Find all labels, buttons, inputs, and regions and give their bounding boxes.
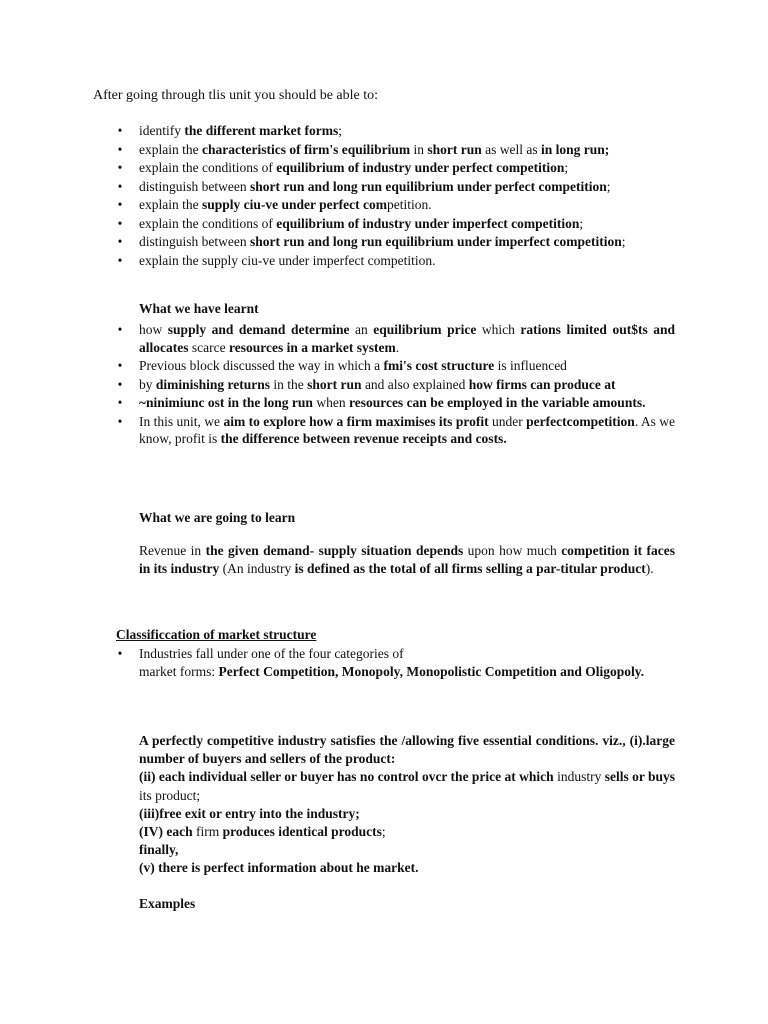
condition-line <box>139 805 675 823</box>
conditions-paragraph <box>139 732 675 878</box>
learnt-list <box>114 321 675 449</box>
text: which <box>476 322 521 337</box>
bold-text: is defined as the total of all firms selling a par-titular product <box>294 560 646 576</box>
bold-text: fmi's cost structure <box>383 358 495 373</box>
bullet-icon: • <box>117 395 123 410</box>
text: identify <box>139 123 185 138</box>
list-item <box>114 413 675 448</box>
bullet-icon: • <box>117 234 123 249</box>
bold-text: equilibrium of industry under perfect competition <box>276 160 565 175</box>
bold-text: (ii) each individual seller or buyer has no control ovcr the price at which <box>139 769 554 785</box>
text: explain the conditions of <box>139 160 277 175</box>
list-item <box>114 321 675 356</box>
text: how <box>139 322 168 337</box>
text: is influenced <box>494 358 567 373</box>
text: explain the supply ciu-ve under imperfect competition. <box>139 252 436 268</box>
text: ; <box>338 123 342 138</box>
bold-text: (IV) each <box>139 824 193 840</box>
text: ; <box>606 178 611 194</box>
condition-line <box>139 768 675 804</box>
bullet-icon: • <box>117 123 123 138</box>
text: petition. <box>386 197 432 212</box>
text: as well as <box>481 141 541 157</box>
text: ; <box>564 160 569 175</box>
objectives-list <box>114 122 675 270</box>
text: (An industry <box>219 560 295 576</box>
text: upon how much <box>463 543 562 558</box>
condition-line <box>139 841 675 859</box>
text: in <box>410 141 428 157</box>
learn-heading: What we are going to learn <box>139 510 296 525</box>
text: explain the conditions of <box>139 215 277 231</box>
text: in the <box>270 376 308 392</box>
bold-text: Perfect Competition, Monopoly, Monopolistic Competition and Oligopoly. <box>218 663 645 679</box>
text: ; <box>621 234 626 249</box>
bullet-icon: • <box>117 141 123 157</box>
bold-text: supply ciu-ve under perfect com <box>201 197 387 212</box>
examples-heading: Examples <box>139 896 196 911</box>
bold-text: resources can be employed in the variable amounts. <box>348 395 646 410</box>
list-item <box>114 233 675 251</box>
list-item <box>114 122 675 140</box>
text: . As we know, profit is <box>139 413 675 446</box>
text: by <box>139 376 156 392</box>
bold-text: the different market forms <box>184 123 339 138</box>
text: explain the <box>139 141 202 157</box>
bold-text: short run and long run equilibrium under perfect competition <box>250 178 607 194</box>
text: Revenue in <box>139 543 206 558</box>
bold-text: finally, <box>139 842 179 858</box>
bold-text: rations limited out$ts and allocates <box>139 322 676 355</box>
list-item <box>114 215 675 233</box>
text: an <box>349 322 374 337</box>
classification-line-1: Industries fall under one of the four categories of <box>139 646 404 661</box>
text: its product; <box>139 787 201 803</box>
text: explain the <box>139 197 202 212</box>
intro-text: After going through tlis unit you should be able to: <box>93 88 379 103</box>
bold-text: equilibrium of industry under imperfect competition <box>276 215 580 231</box>
bullet-icon: • <box>117 358 123 373</box>
condition-line <box>139 823 675 841</box>
list-item <box>114 141 675 159</box>
bold-text: characteristics of firm's equilibrium <box>201 141 411 157</box>
bullet-icon: • <box>117 197 123 212</box>
bullet-icon: • <box>117 413 123 429</box>
text: scarce <box>188 339 229 355</box>
list-item <box>114 178 675 196</box>
bullet-icon: • <box>117 252 123 268</box>
bullet-icon: • <box>117 160 123 175</box>
text: distinguish between <box>139 234 250 249</box>
bold-text: A perfectly competitive industry satisfies the /allowing five essential conditions. viz., (i).large number of buyers and sellers of the product: <box>139 733 675 767</box>
condition-line <box>139 732 675 768</box>
text: and also explained <box>361 376 469 392</box>
text: industry <box>553 769 605 785</box>
bold-text: ~ninimiunc ost in the long run <box>139 395 313 410</box>
text: In this unit, we <box>139 413 224 429</box>
classification-heading: Classificcation of market structure <box>116 627 317 642</box>
text: ). <box>645 560 654 576</box>
list-item <box>114 376 675 394</box>
classification-line-2 <box>139 663 675 681</box>
text: ; <box>579 215 584 231</box>
bullet-icon: • <box>117 376 123 392</box>
bold-text: the difference between revenue receipts and costs. <box>220 431 507 446</box>
bold-text: equilibrium price <box>373 322 477 337</box>
bold-text: (iii)free exit or entry into the industry; <box>139 805 360 821</box>
list-item <box>114 252 675 270</box>
bold-text: sells or buys <box>604 769 675 785</box>
bullet-icon: • <box>117 646 123 661</box>
bold-text: short run <box>427 141 482 157</box>
text: . <box>395 339 400 355</box>
bold-text: short run <box>307 376 362 392</box>
list-item <box>114 394 675 412</box>
bold-text: how firms can produce at <box>468 376 616 392</box>
list-item <box>114 196 675 214</box>
bold-text: short run and long run equilibrium under imperfect competition <box>250 234 622 249</box>
text: firm <box>192 824 223 840</box>
bold-text: diminishing returns <box>155 376 271 392</box>
list-item <box>114 159 675 177</box>
bold-text: perfectcompetition <box>526 413 635 429</box>
bold-text: competition it faces in its industry <box>139 543 675 576</box>
bold-text: supply and demand determine <box>167 322 350 337</box>
bold-text: resources in a market system <box>228 339 396 355</box>
list-item <box>114 645 675 680</box>
list-item <box>114 357 675 375</box>
bullet-icon: • <box>117 178 123 194</box>
classification-list <box>114 645 675 681</box>
condition-line <box>139 859 675 877</box>
text: ; <box>381 824 386 840</box>
learnt-heading: What we have learnt <box>139 301 259 316</box>
text: market forms: <box>139 663 219 679</box>
bold-text: produces identical products <box>222 824 382 840</box>
text: under <box>488 413 527 429</box>
bullet-icon: • <box>117 215 123 231</box>
bold-text: (v) there is perfect information about he market. <box>139 860 419 876</box>
revenue-paragraph <box>139 542 675 577</box>
text: Previous block discussed the way in which a <box>139 358 384 373</box>
bold-text: the given demand- supply situation depends <box>205 543 464 558</box>
bold-text: aim to explore how a firm maximises its profit <box>223 413 489 429</box>
text: distinguish between <box>139 178 250 194</box>
text: when <box>312 395 349 410</box>
bold-text: in long run; <box>540 141 610 157</box>
bullet-icon: • <box>117 322 123 337</box>
